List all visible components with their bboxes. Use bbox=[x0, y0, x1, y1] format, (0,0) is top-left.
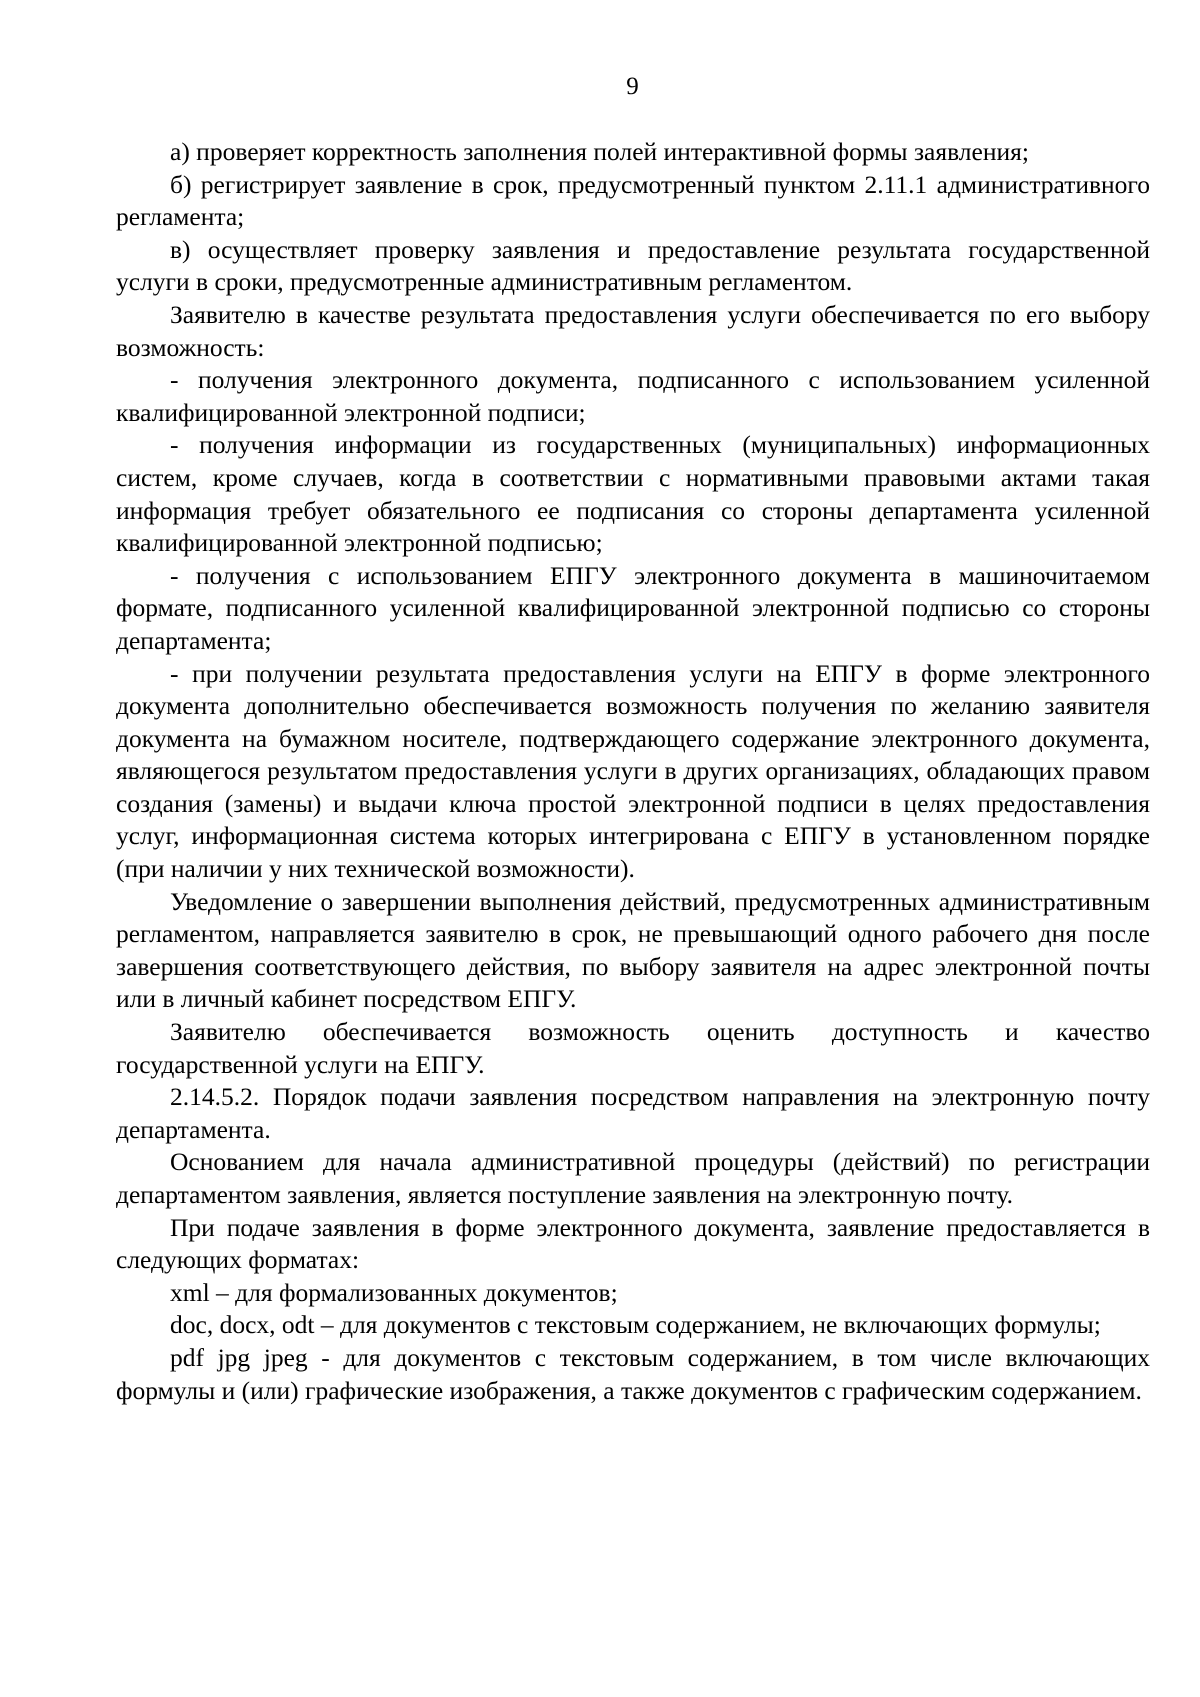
paragraph-register-application: б) регистрирует заявление в срок, предусмотренный пунктом 2.11.1 административного регламента; bbox=[116, 169, 1150, 232]
list-item-electronic-document: - получения электронного документа, подписанного с использованием усиленной квалифицированной электронной подписи; bbox=[116, 365, 1150, 427]
paragraph-result-options: Заявителю в качестве результата предоставления услуги обеспечивается по его выбору возможность: bbox=[116, 299, 1150, 362]
format-item-doc: doc, docx, odt – для документов с текстовым содержанием, не включающих формулы; bbox=[170, 1310, 1101, 1340]
paragraph-procedure-basis: Основанием для начала административной процедуры (действий) по регистрации департаментом заявления, является поступление заявления на электронную почту. bbox=[116, 1147, 1150, 1209]
paragraph-verify-application: в) осуществляет проверку заявления и предоставление результата государственной услуги в сроки, предусмотренные административным регламентом. bbox=[116, 234, 1150, 297]
paragraph-notification: Уведомление о завершении выполнения действий, предусмотренных административным регламентом, направляется заявителю в срок, не превышающий одного рабочего дня после завершения соответствующего действия, по выбору заявителя на адрес электронной почты или в личный кабинет посредством ЕПГУ. bbox=[116, 886, 1150, 1014]
section-heading-2-14-5-2: 2.14.5.2. Порядок подачи заявления посредством направления на электронную почту департамента. bbox=[116, 1082, 1150, 1144]
list-item-paper-copy: - при получении результата предоставления услуги на ЕПГУ в форме электронного документа дополнительно обеспечивается возможность получения по желанию заявителя документа на бумажном носителе, подтверждающего содержание электронного документа, являющегося результатом предоставления услуги в других организациях, обладающих правом создания (замены) и выдачи ключа простой электронной подписи в целях предоставления услуг, информационная система которых интегрирована с ЕПГУ в установленном порядке (при наличии у них технической возможности). bbox=[116, 658, 1150, 884]
paragraph-check-form: а) проверяет корректность заполнения полей интерактивной формы заявления; bbox=[170, 137, 1029, 166]
format-item-xml: xml – для формализованных документов; bbox=[170, 1277, 618, 1307]
paragraph-quality-assessment: Заявителю обеспечивается возможность оценить доступность и качество государственной услуги на ЕПГУ. bbox=[116, 1017, 1150, 1079]
document-body bbox=[116, 136, 1150, 1407]
paragraph-formats-intro: При подаче заявления в форме электронного документа, заявление предоставляется в следующих форматах: bbox=[116, 1212, 1150, 1275]
list-item-information-systems: - получения информации из государственных (муниципальных) информационных систем, кроме случаев, когда в соответствии с нормативными правовыми актами такая информация требует обязательного ее подписания со стороны департамента усиленной квалифицированной электронной подписью; bbox=[116, 430, 1150, 558]
format-item-pdf: pdf jpg jpeg - для документов с текстовым содержанием, в том числе включающих формулы и (или) графические изображения, а также документов с графическим содержанием. bbox=[116, 1342, 1150, 1405]
list-item-machine-readable: - получения с использованием ЕПГУ электронного документа в машиночитаемом формате, подписанного усиленной квалифицированной электронной подписью со стороны департамента; bbox=[116, 560, 1150, 655]
page-number: 9 bbox=[626, 73, 639, 100]
